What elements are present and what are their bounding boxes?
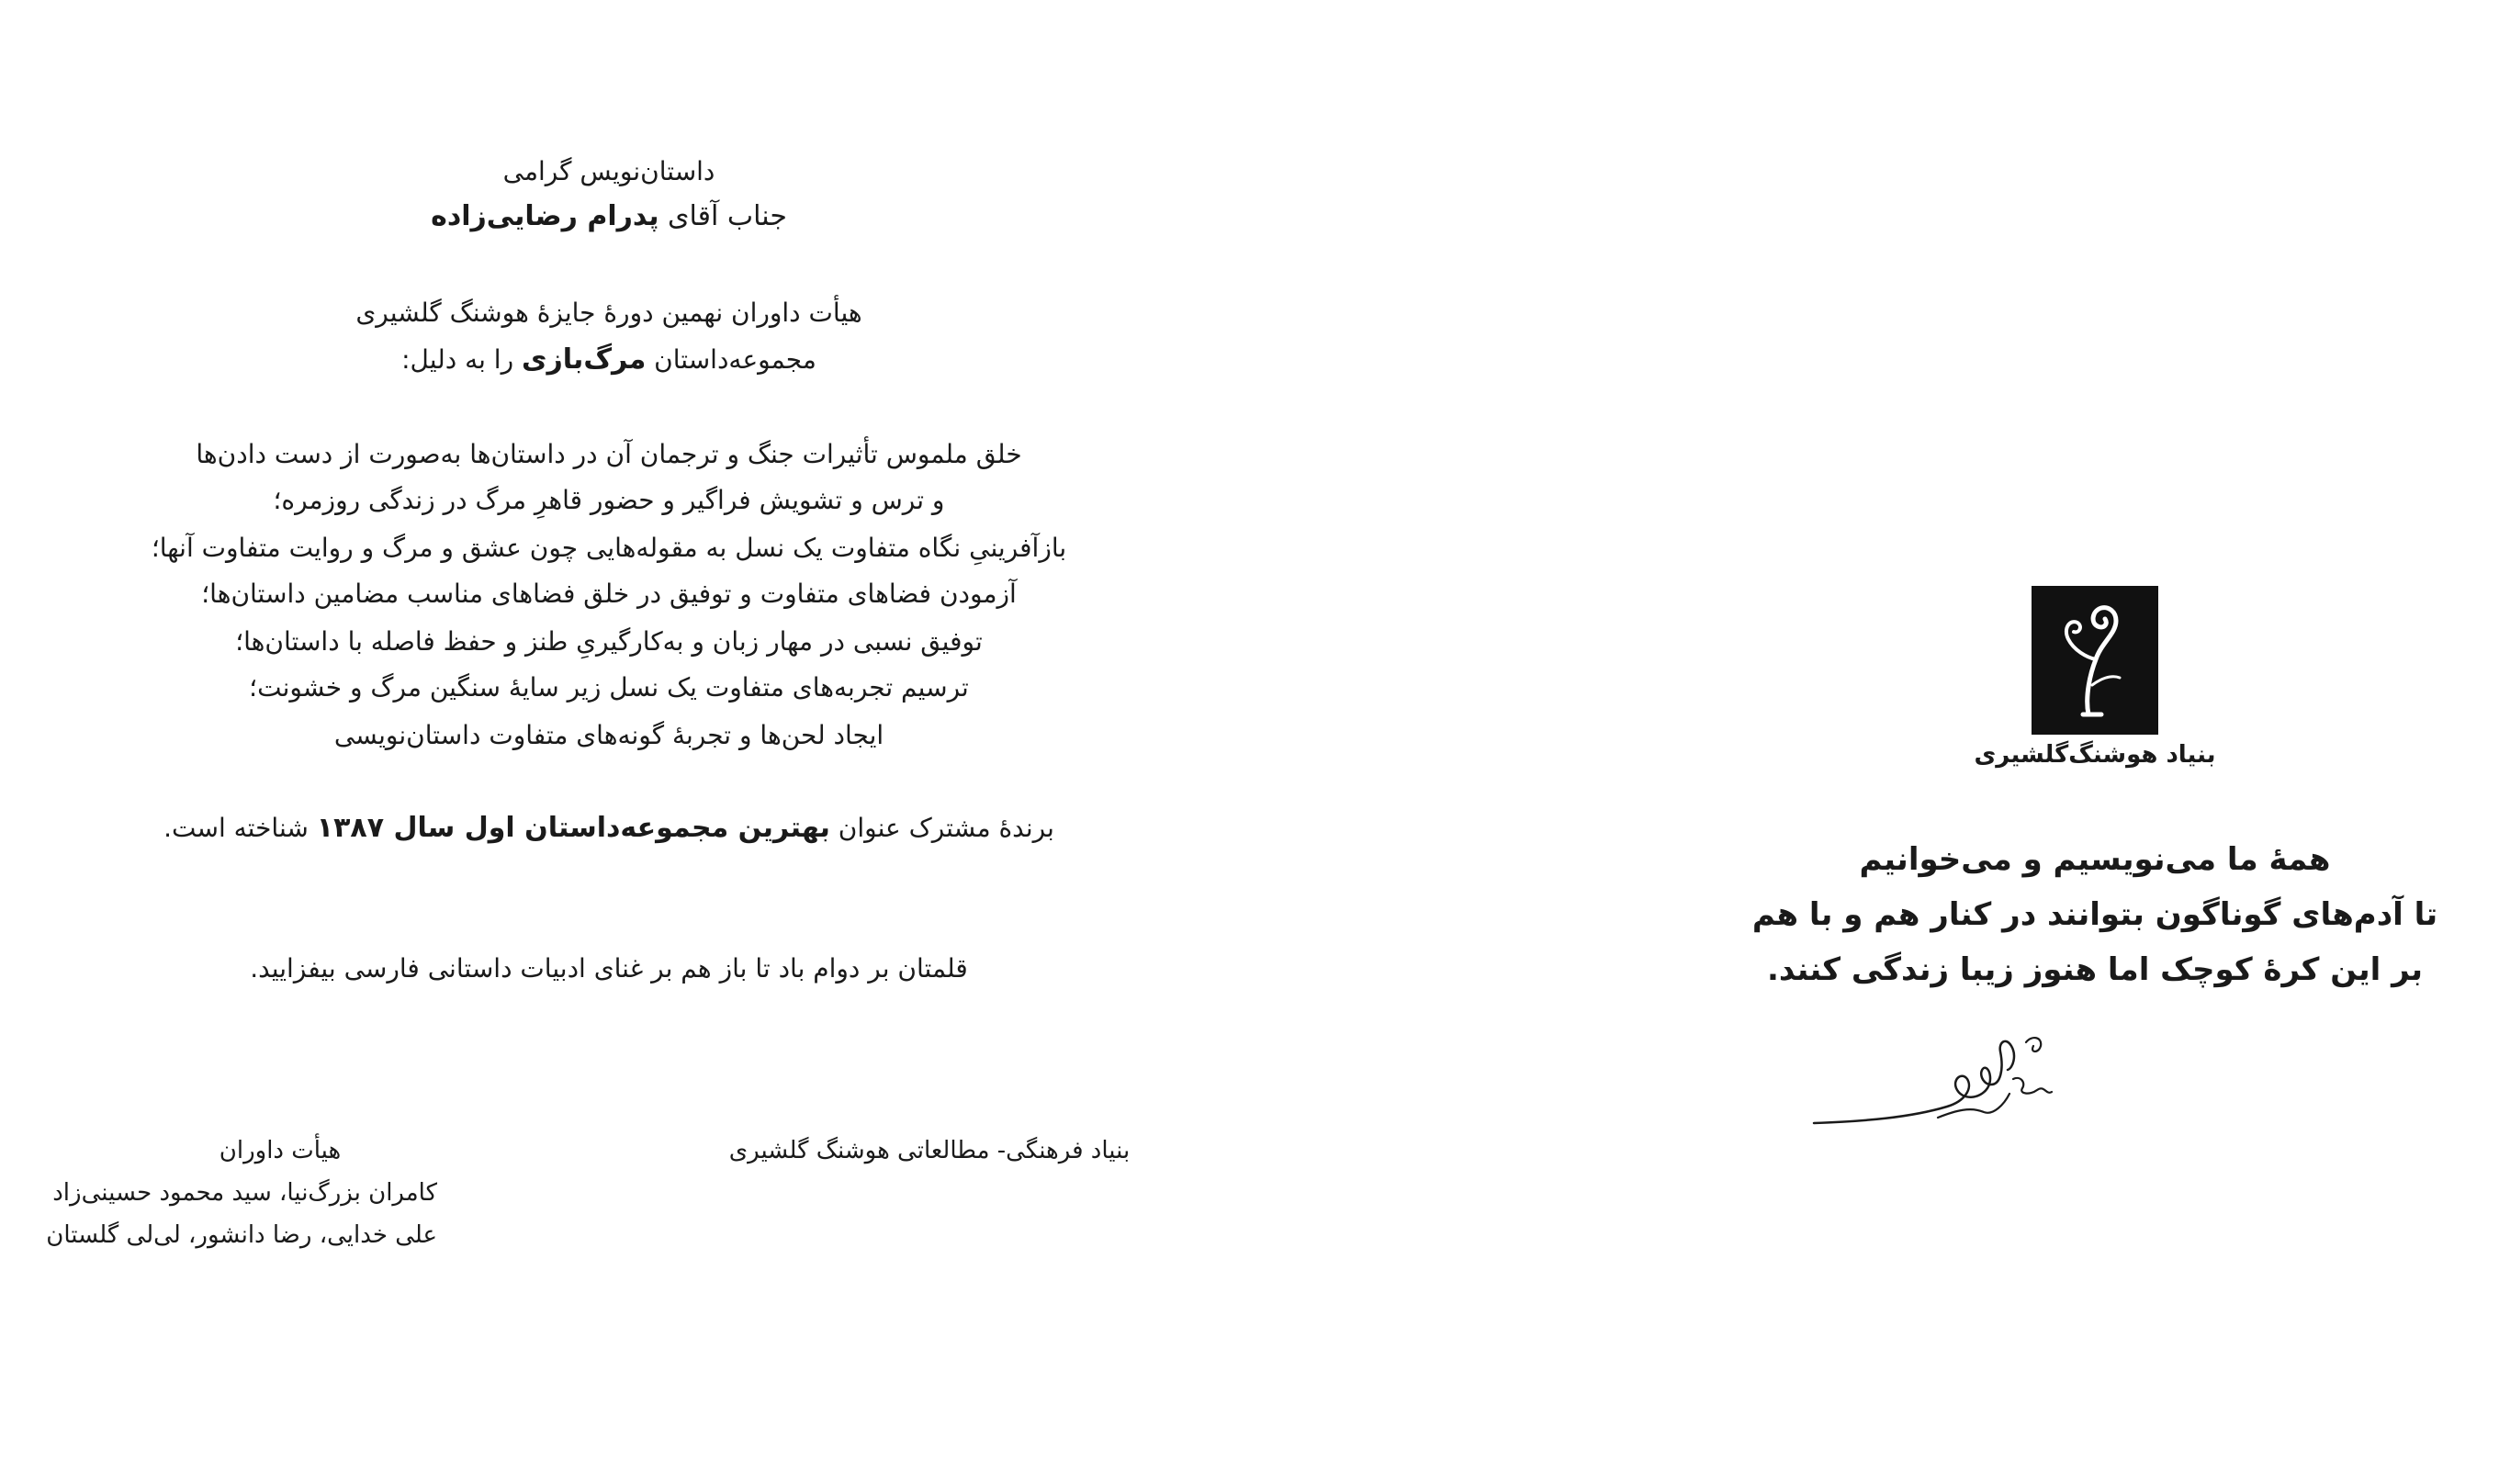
collection-prefix: مجموعه‌داستان: [654, 344, 816, 375]
award-title: بهترین مجموعه‌داستان اول سال ۱۳۸۷: [316, 812, 830, 844]
salutation: داستان‌نویس گرامی: [502, 156, 715, 186]
collection-name: مرگ‌بازی: [522, 343, 647, 376]
reason-line: ترسیم تجربه‌های متفاوت یک نسل زیر سایهٔ سنگین مرگ و خشونت؛: [249, 672, 969, 703]
reason-line: توفیق نسبی در مهار زبان و به‌کارگیریِ طنز و حفظ فاصله با داستان‌ها؛: [235, 626, 983, 657]
reason-line: ایجاد لحن‌ها و تجربهٔ گونه‌های متفاوت داستان‌نویسی: [333, 720, 884, 750]
recipient-line: [431, 200, 787, 233]
jury-member-line: کامران بزرگ‌نیا، سید محمود حسینی‌زاد: [52, 1179, 437, 1207]
collection-line: [401, 343, 816, 377]
jury-member-line: علی خدایی، رضا دانشور، لی‌لی گلستان: [46, 1221, 437, 1249]
collection-suffix: را به دلیل:: [401, 344, 514, 375]
jury-title: هیأت داوران: [219, 1137, 342, 1164]
award-prefix: برندهٔ مشترک عنوان: [838, 813, 1054, 843]
quote-line: بر این کرهٔ کوچک اما هنوز زیبا زندگی کنند.: [1766, 951, 2424, 988]
award-suffix: شناخته است.: [163, 813, 309, 843]
logo-caption: بنیاد هوشنگ‌گلشیری: [1974, 741, 2216, 769]
closing-line: قلمتان بر دوام باد تا باز هم بر غنای ادبیات داستانی فارسی بیفزایید.: [250, 953, 968, 984]
handwritten-signature-icon: [1809, 1015, 2066, 1134]
quote-line: تا آدم‌های گوناگون بتوانند در کنار هم و با هم: [1751, 896, 2438, 933]
award-line: [163, 812, 1054, 845]
reason-line: خلق ملموس تأثیرات جنگ و ترجمان آن در داستان‌ها به‌صورت از دست دادن‌ها: [196, 439, 1022, 469]
recipient-prefix: جناب آقای: [668, 200, 787, 232]
reason-line: بازآفرینیِ نگاه متفاوت یک نسل به مقوله‌هایی چون عشق و مرگ و روایت متفاوت آنها؛: [151, 533, 1067, 563]
quote-line: همهٔ ما می‌نویسیم و می‌خوانیم: [1859, 841, 2331, 878]
recipient-name: پدرام رضایی‌زاده: [431, 200, 659, 232]
reason-line: آزمودن فضاهای متفاوت و توفیق در خلق فضاهای مناسب مضامین داستان‌ها؛: [201, 579, 1017, 609]
golshiri-foundation-logo-icon: [2032, 586, 2158, 735]
jury-line: هیأت داوران نهمین دورهٔ جایزهٔ هوشنگ گلشیری: [355, 298, 862, 328]
reason-line: و ترس و تشویش فراگیر و حضور قاهرِ مرگ در زندگی روزمره؛: [273, 485, 945, 515]
foundation-signature: بنیاد فرهنگی- مطالعاتی هوشنگ گلشیری: [728, 1137, 1131, 1164]
